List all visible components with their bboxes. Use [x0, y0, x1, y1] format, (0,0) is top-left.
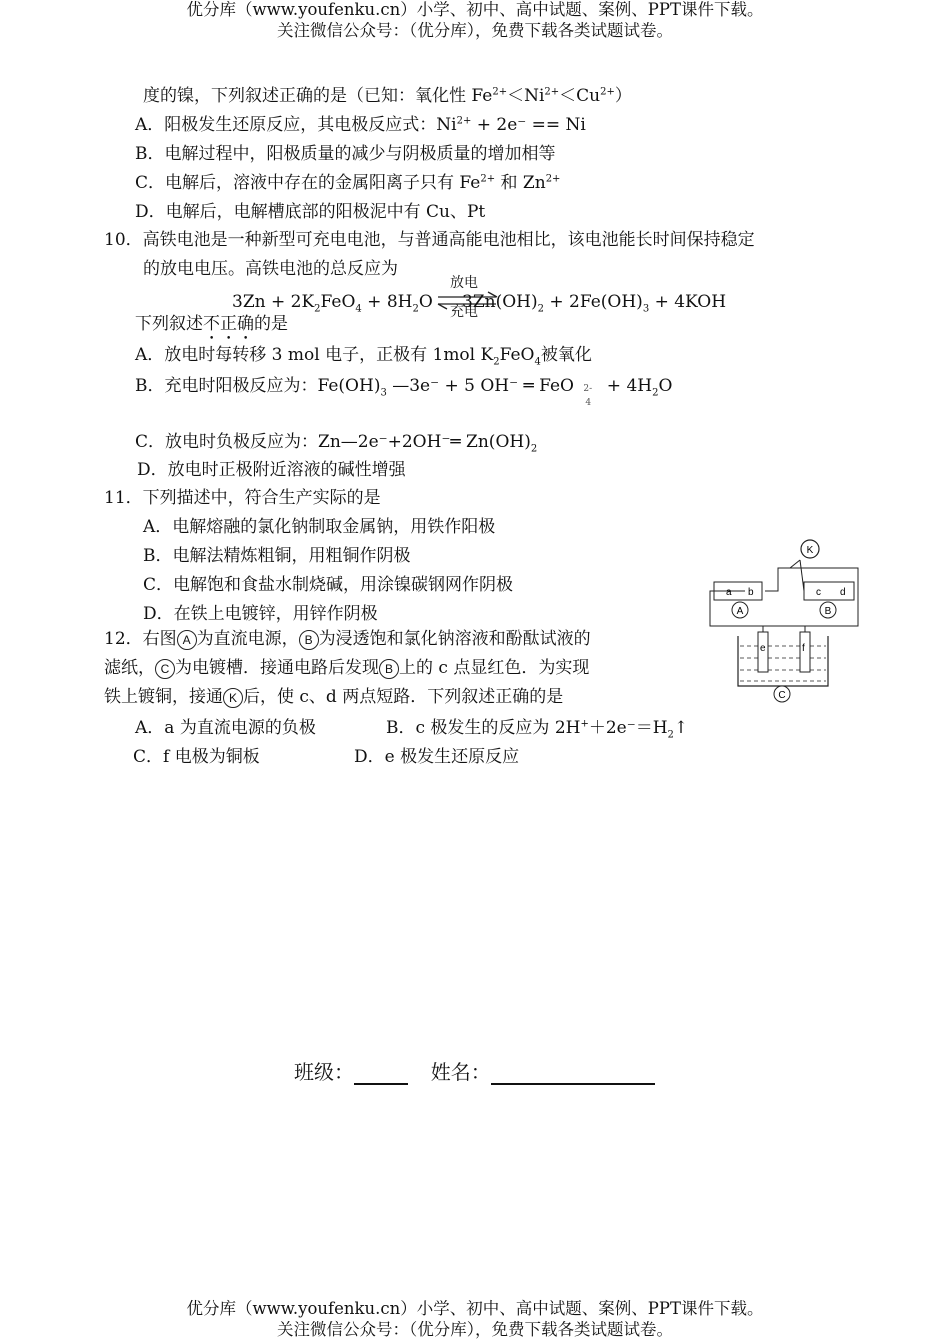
q10-option-c: C．放电时负极反应为：Zn—2e⁻+2OH⁻═ $Zn(OH)_2$: [135, 432, 538, 455]
diagram-label-k: K: [806, 545, 814, 556]
circle-a-icon: A: [177, 630, 197, 650]
circle-b-icon: B: [299, 630, 319, 650]
q10-option-d: D．放电时正极附近溶液的碱性增强: [137, 460, 406, 480]
name-label: 姓名：: [430, 1060, 491, 1084]
footer-line-2: 关注微信公众号：（优分库），免费下载各类试题试卷。: [277, 1320, 673, 1339]
class-name-form: [294, 1060, 655, 1085]
circle-b-icon: B: [379, 659, 399, 679]
q11-option-d: D．在铁上电镀锌，用锌作阴极: [143, 604, 378, 624]
q12-option-b: B．c 极发生的反应为 $2H^++2e^-=H_2↑$: [386, 718, 689, 741]
circle-k-icon: K: [223, 688, 243, 708]
q10-arrow-bottom-label: 充电: [450, 304, 478, 320]
q10-arrow-top-label: 放电: [450, 275, 478, 291]
diagram-label-b: b: [748, 587, 754, 598]
diagram-label-A: A: [736, 606, 744, 617]
q10-option-a: A．放电时每转移 3 mol 电子，正极有 1mol $K_2FeO_4$被氧化: [135, 345, 592, 368]
q11-option-b: B．电解法精炼粗铜，用粗铜作阴极: [143, 546, 411, 566]
q12-option-a: A．a 为直流电源的负极: [135, 718, 316, 738]
q10-stem-line-2: 的放电电压。高铁电池的总反应为: [143, 259, 398, 279]
circuit-diagram: [700, 536, 870, 704]
diagram-label-d: d: [840, 587, 846, 598]
q9-option-d: D．电解后，电解槽底部的阳极泥中有 Cu、Pt: [135, 202, 486, 222]
q11-stem: 11．下列描述中，符合生产实际的是: [104, 488, 381, 508]
diagram-label-f: f: [802, 643, 805, 654]
q12-option-c: C．f 电极为铜板: [133, 747, 260, 767]
q9-stem: 度的镍，下列叙述正确的是（已知：氧化性 $Fe^{2+}<Ni^{2+}<Cu^{2+}$）: [143, 86, 632, 106]
q10-option-b: B．充电时阳极反应为：$Fe(OH)_3$ —3e⁻ + 5 OH⁻ ═ FeO 2- 4 + $4H_2O$: [135, 376, 673, 408]
diagram-label-B: B: [824, 606, 832, 617]
diagram-label-C: C: [778, 690, 786, 701]
q10-equation-right: $3Zn(OH)_2 + 2Fe(OH)_3 + 4KOH$: [462, 292, 727, 315]
header-line-2: 关注微信公众号：（优分库），免费下载各类试题试卷。: [277, 21, 673, 40]
class-label: 班级：: [294, 1060, 354, 1084]
diagram-label-e: e: [760, 643, 766, 654]
q9-option-b: B．电解过程中，阳极质量的减少与阴极质量的增加相等: [135, 144, 556, 164]
q11-option-c: C．电解饱和食盐水制烧碱，用涂镍碳钢网作阴极: [143, 575, 514, 595]
header-line-1: 优分库（www.youfenku.cn）小学、初中、高中试题、案例、PPT课件下载。: [186, 0, 764, 19]
diagram-label-c: c: [816, 587, 821, 598]
q10-stem-line-1: 10．高铁电池是一种新型可充电电池，与普通高能电池相比，该电池能长时间保持稳定: [104, 230, 755, 250]
name-blank[interactable]: [491, 1063, 655, 1085]
q9-option-c: C．电解后，溶液中存在的金属阳离子只有 $Fe^{2+}$ 和 $Zn^{2+}$: [135, 173, 561, 193]
q12-line-3: 铁上镀铜，接通 K 后，使 c、d 两点短路．下列叙述正确的是: [104, 687, 564, 707]
q12-line-1: 12．右图 A 为直流电源， B 为浸透饱和氯化钠溶液和酚酞试液的: [104, 629, 591, 649]
footer-line-1: 优分库（www.youfenku.cn）小学、初中、高中试题、案例、PPT课件下载。: [186, 1299, 764, 1318]
q10-prompt: 下列叙述不正确的是: [135, 314, 288, 334]
diagram-label-a: a: [726, 587, 732, 598]
circle-c-icon: C: [155, 659, 175, 679]
q11-option-a: A．电解熔融的氯化钠制取金属钠，用铁作阳极: [143, 517, 496, 537]
class-blank[interactable]: [354, 1063, 408, 1085]
q12-line-2: 滤纸， C 为电镀槽．接通电路后发现 B 上的 c 点显红色．为实现: [104, 658, 590, 678]
q10-equation-left: $3Zn + 2K_2FeO_4 + 8H_2O$: [232, 292, 433, 315]
q9-option-a: A．阳极发生还原反应，其电极反应式：$Ni^{2+} + 2e^- == Ni$: [135, 115, 586, 135]
q12-option-d: D．e 极发生还原反应: [354, 747, 520, 767]
